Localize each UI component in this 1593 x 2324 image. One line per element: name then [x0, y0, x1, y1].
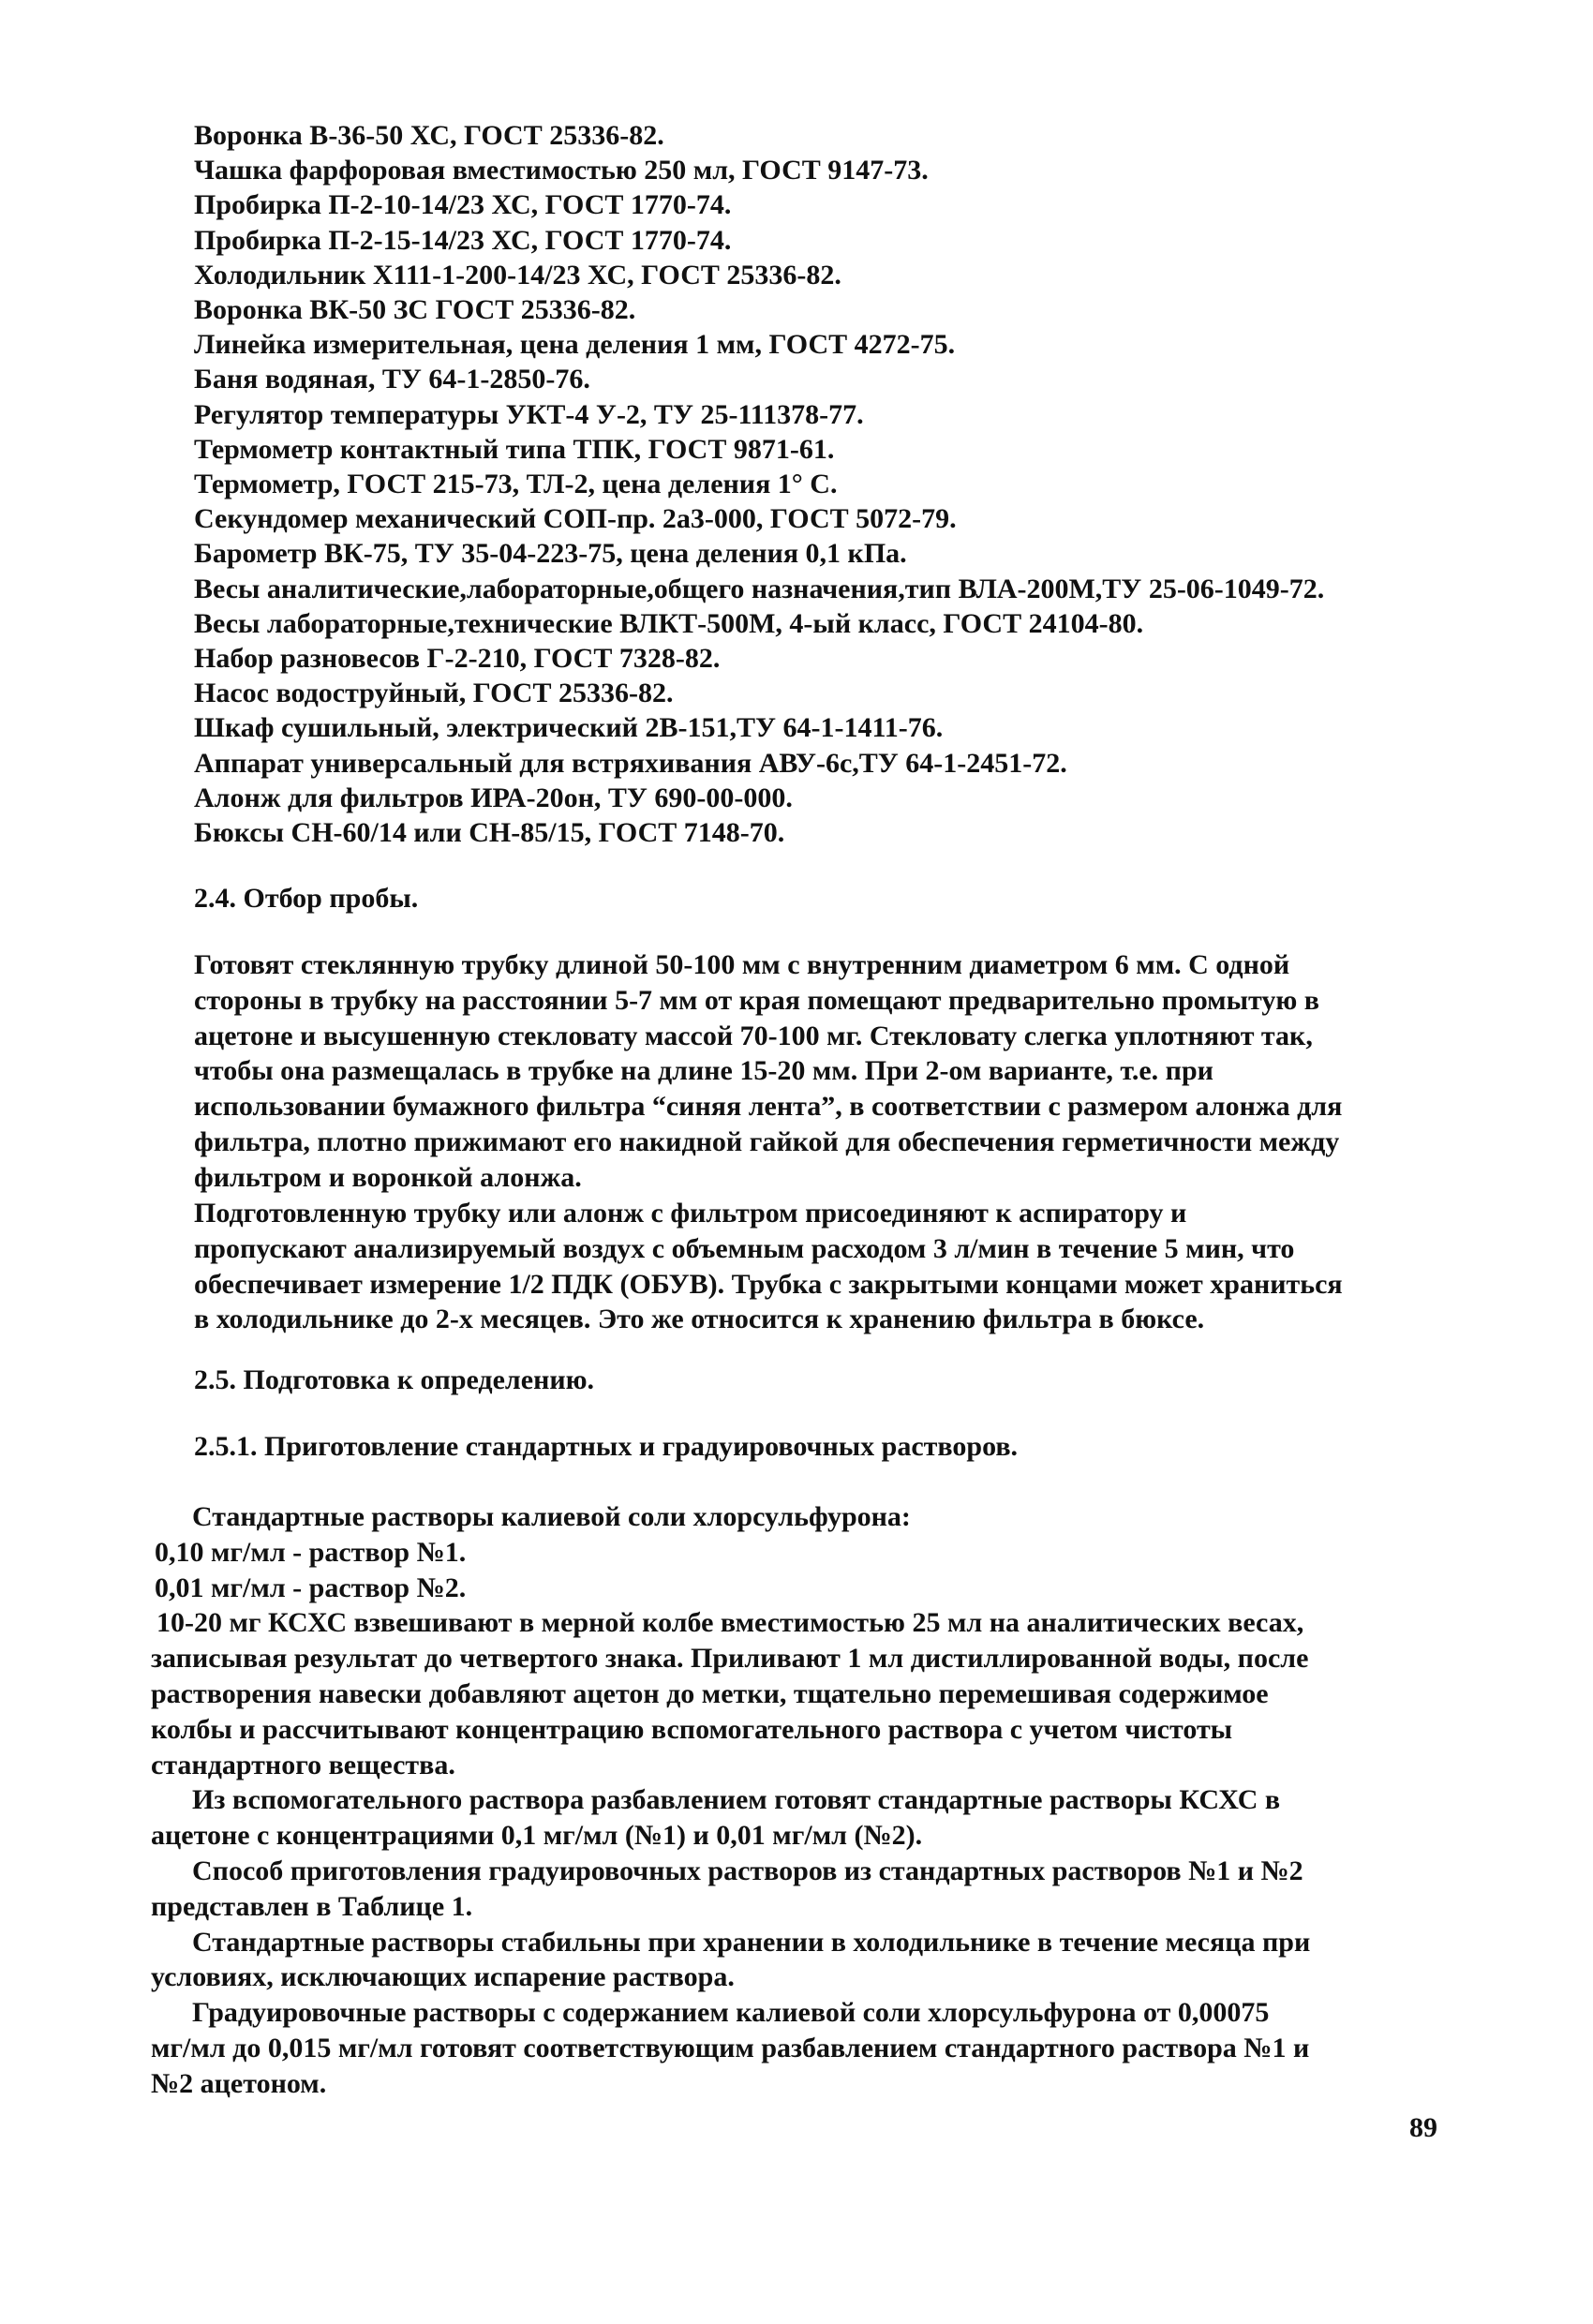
text-line: колбы и рассчитывают концентрацию вспомогательного раствора с учетом чистоты [151, 1713, 1233, 1745]
text-line: фильтром и воронкой алонжа. [194, 1161, 582, 1193]
equipment-item: Насос водоструйный, ГОСТ 25336-82. [194, 678, 674, 709]
text-line: обеспечивает измерение 1/2 ПДК (ОБУВ). Трубка с закрытыми концами может храниться [194, 1268, 1343, 1300]
text-line: мг/мл до 0,015 мг/мл готовят соответствующим разбавлением стандартного раствора №1 и [151, 2032, 1310, 2063]
section-2-5-heading: 2.5. Подготовка к определению. [194, 1364, 595, 1395]
text-line: ацетоне с концентрациями 0,1 мг/мл (№1) и 0,01 мг/мл (№2). [151, 1820, 923, 1852]
section-2-5-1-heading: 2.5.1. Приготовление стандартных и градуировочных растворов. [194, 1431, 1019, 1462]
equipment-item: Аппарат универсальный для встряхивания АВУ-6с,ТУ 64-1-2451-72. [194, 747, 1067, 779]
text-line: №2 ацетоном. [151, 2067, 327, 2099]
text-line: Способ приготовления градуировочных растворов из стандартных растворов №1 и №2 [192, 1855, 1303, 1886]
section-2-4-paragraph-1 [194, 947, 1403, 1196]
text-line: Готовят стеклянную трубку длиной 50-100 мм с внутренним диаметром 6 мм. С одной [194, 949, 1290, 980]
solution-2-line: 0,01 мг/мл - раствор №2. [155, 1572, 467, 1603]
text-line: фильтра, плотно прижимают его накидной гайкой для обеспечения герметичности между [194, 1125, 1340, 1157]
standard-solutions-intro: Стандартные растворы калиевой соли хлорсульфурона: [192, 1501, 911, 1532]
text-line: представлен в Таблице 1. [151, 1890, 473, 1922]
section-2-4-heading: 2.4. Отбор пробы. [194, 883, 419, 914]
text-line: стандартного вещества. [151, 1749, 455, 1780]
page-number: 89 [1409, 2112, 1437, 2143]
text-line: в холодильнике до 2-х месяцев. Это же относится к хранению фильтра в бюксе. [194, 1304, 1205, 1335]
equipment-item: Холодильник Х111-1-200-14/23 ХС, ГОСТ 25336-82. [194, 259, 841, 290]
text-line: использовании бумажного фильтра “синяя лента”, в соответствии с размером алонжа для [194, 1091, 1343, 1123]
equipment-item: Бюксы СН-60/14 или СН-85/15, ГОСТ 7148-70. [194, 817, 785, 849]
text-line: записывая результат до четвертого знака. Приливают 1 мл дистиллированной воды, после [151, 1643, 1309, 1675]
text-line: Градуировочные растворы с содержанием калиевой соли хлорсульфурона от 0,00075 [192, 1997, 1270, 2029]
equipment-item: Регулятор температуры УКТ-4 У-2, ТУ 25-111378-77. [194, 398, 864, 430]
text-line: стороны в трубку на расстоянии 5-7 мм от края помещают предварительно промытую в [194, 984, 1320, 1016]
equipment-item: Чашка фарфоровая вместимостью 250 мл, ГОСТ 9147-73. [194, 155, 929, 186]
text-line: ацетоне и высушенную стекловату массой 70-100 мг. Стекловату слегка уплотняют так, [194, 1020, 1313, 1051]
text-line: Стандартные растворы стабильны при хранении в холодильнике в течение месяца при [192, 1926, 1311, 1958]
text-line: растворения навески добавляют ацетон до метки, тщательно перемешивая содержимое [151, 1677, 1269, 1709]
equipment-item: Воронка В-36-50 ХС, ГОСТ 25336-82. [194, 120, 664, 151]
text-line: пропускают анализируемый воздух с объемным расходом 3 л/мин в течение 5 мин, что [194, 1232, 1295, 1264]
text-line: Из вспомогательного раствора разбавлением готовят стандартные растворы КСХС в [192, 1784, 1281, 1816]
section-2-4-paragraph-2 [194, 1196, 1403, 1337]
equipment-item: Пробирка П-2-15-14/23 ХС, ГОСТ 1770-74. [194, 224, 732, 256]
text-line: условиях, исключающих испарение раствора. [151, 1961, 735, 1993]
equipment-item: Секундомер механический СОП-пр. 2а3-000, ГОСТ 5072-79. [194, 503, 957, 535]
text-line: Подготовленную трубку или алонж с фильтром присоединяют к аспиратору и [194, 1198, 1187, 1229]
equipment-item: Воронка ВК-50 ЗС ГОСТ 25336-82. [194, 294, 636, 326]
equipment-item: Весы аналитические,лабораторные,общего назначения,тип ВЛА-200М,ТУ 25-06-1049-72. [194, 573, 1325, 604]
text-line: чтобы она размещалась в трубке на длине 15-20 мм. При 2-ом варианте, т.е. при [194, 1055, 1213, 1087]
section-2-5-1-body [151, 1499, 1410, 2102]
solution-1-line: 0,10 мг/мл - раствор №1. [155, 1536, 467, 1568]
equipment-item: Набор разновесов Г-2-210, ГОСТ 7328-82. [194, 643, 721, 675]
equipment-list [194, 118, 1525, 850]
equipment-item: Термометр, ГОСТ 215-73, ТЛ-2, цена деления 1° С. [194, 469, 838, 500]
equipment-item: Алонж для фильтров ИРА-20он, ТУ 690-00-000. [194, 782, 793, 813]
equipment-item: Термометр контактный типа ТПК, ГОСТ 9871-61. [194, 433, 835, 465]
equipment-item: Шкаф сушильный, электрический 2В-151,ТУ 64-1-1411-76. [194, 712, 944, 744]
equipment-item: Линейка измерительная, цена деления 1 мм, ГОСТ 4272-75. [194, 329, 956, 361]
equipment-item: Баня водяная, ТУ 64-1-2850-76. [194, 364, 590, 395]
equipment-item: Весы лабораторные,технические ВЛКТ-500М, 4-ый класс, ГОСТ 24104-80. [194, 607, 1144, 639]
equipment-item: Пробирка П-2-10-14/23 ХС, ГОСТ 1770-74. [194, 189, 732, 221]
text-line: 10-20 мг КСХС взвешивают в мерной колбе вместимостью 25 мл на аналитических весах, [156, 1607, 1304, 1639]
equipment-item: Барометр ВК-75, ТУ 35-04-223-75, цена деления 0,1 кПа. [194, 538, 907, 570]
